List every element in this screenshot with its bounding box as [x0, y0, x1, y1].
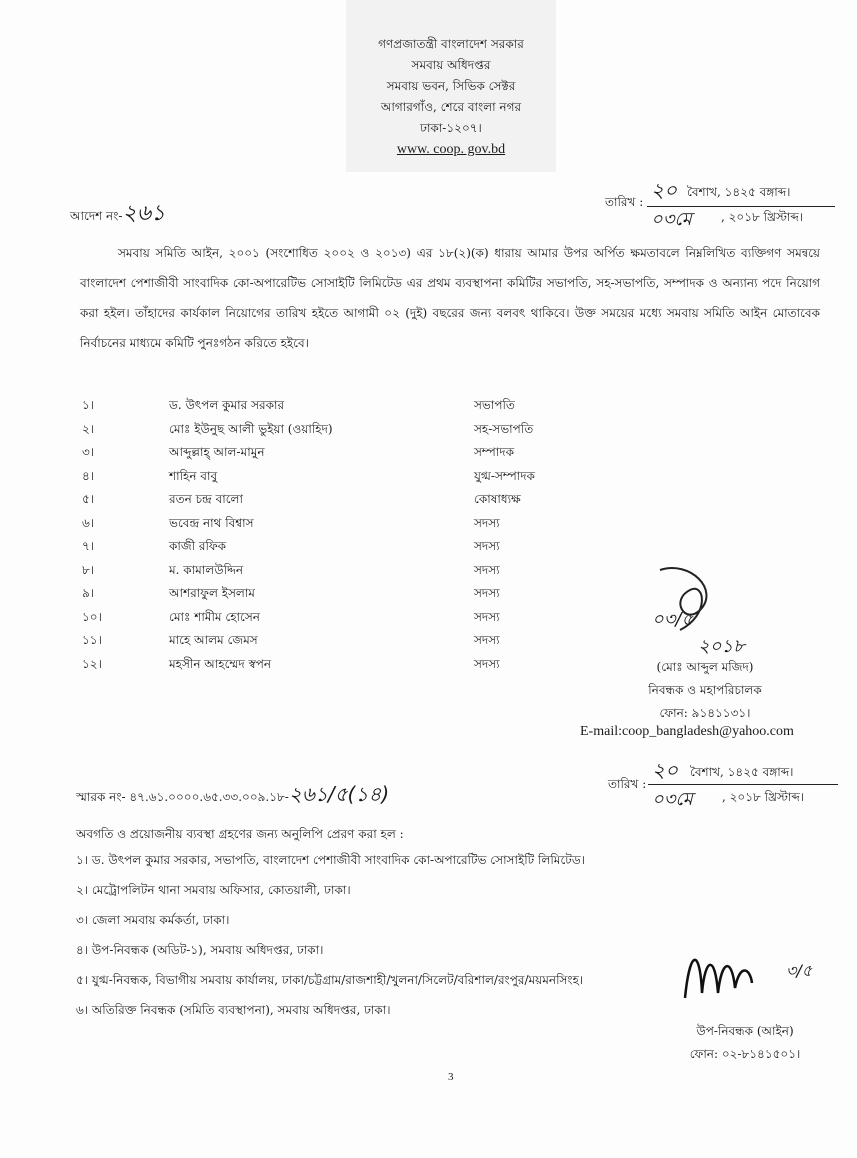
member-number: ৬। — [82, 515, 95, 530]
memo-number-handwritten: ২৬১/৫(১৪) — [288, 782, 390, 806]
member-row — [82, 538, 562, 562]
order-number-value: ২৬১ — [122, 201, 166, 226]
member-name: মোঃ ইউনুছ আলী ভুইয়া (ওয়াহিদ) — [169, 421, 333, 436]
cc-recipient-item: ৪। উপ-নিবন্ধক (অডিট-১), সমবায় অধিদপ্তর, ঢাকা। — [76, 943, 324, 957]
cc-recipient-item: ৩। জেলা সমবায় কর্মকর্তা, ঢাকা। — [76, 913, 230, 927]
signature2-mark: ৩/৫ — [786, 961, 813, 980]
signature1-year-mark: ২০১৮ — [698, 636, 745, 657]
order-date-bangla-rest: বৈশাখ, ১৪২৫ বঙ্গাব্দ। — [687, 185, 791, 199]
member-position: কোষাধ্যক্ষ — [474, 492, 521, 506]
memo-date-label: তারিখ : — [608, 777, 647, 791]
member-number: ৪। — [82, 468, 95, 483]
member-row — [82, 421, 562, 445]
member-name: ম. কামালউদ্দিন — [169, 562, 244, 577]
member-row — [82, 515, 562, 539]
cc-recipient-item: ১। ড. উৎপল কুমার সরকার, সভাপতি, বাংলাদেশ পেশাজীবী সাংবাদিক কো-অপারেটিভ সোসাইটি লিমিটেড। — [76, 853, 585, 867]
signature1-initial-mark: ০৩/৫ — [652, 609, 694, 630]
member-row — [82, 609, 562, 633]
memo-date-bangla-rest: বৈশাখ, ১৪২৫ বঙ্গাব্দ। — [690, 765, 794, 779]
member-number: ২। — [82, 421, 95, 436]
member-name: আব্দুল্লাহ্ আল-মামুন — [169, 445, 265, 459]
member-position: সদস্য — [474, 656, 500, 671]
memo-date-bangla-day: ২০ — [652, 758, 679, 782]
member-row — [82, 562, 562, 586]
letterhead-govt: গণপ্রজাতন্ত্রী বাংলাদেশ সরকার — [378, 37, 524, 51]
member-name: মাহে আলম জেমস — [169, 633, 258, 647]
member-name: কাজী রফিক — [169, 539, 227, 553]
memo-number-label: স্মারক নং- ৪৭.৬১.০০০০.৬৫.৩৩.০০৯.১৮- — [76, 790, 289, 804]
member-position: সম্পাদক — [474, 445, 515, 459]
signature1-title: নিবন্ধক ও মহাপরিচালক — [648, 683, 762, 697]
member-name: মোঃ শামীম হোসেন — [169, 609, 260, 624]
letterhead-building: সমবায় ভবন, সিভিক সেক্টর — [386, 79, 516, 93]
member-position: সদস্য — [474, 633, 500, 647]
member-name: ভবেন্দ্র নাথ বিশ্বাস — [169, 515, 254, 530]
member-name: মহসীন আহম্মেদ স্বপন — [169, 656, 272, 671]
order-date-bangla-day: ২০ — [651, 178, 678, 202]
member-row — [82, 468, 562, 492]
page-number: 3 — [448, 1071, 454, 1083]
member-number: ৫। — [82, 492, 95, 506]
member-row — [82, 397, 562, 421]
memo-number — [76, 780, 389, 813]
member-name: রতন চন্দ্র বালো — [169, 492, 243, 506]
signature1-email[interactable]: E-mail:coop_bangladesh@yahoo.com — [580, 724, 794, 739]
member-number: ১। — [82, 398, 95, 412]
member-name: শাহিন বাবু — [169, 468, 218, 483]
memo-date-eng-day: ০৩মে — [652, 789, 693, 810]
member-number: ১০। — [82, 609, 102, 624]
memo-date — [608, 758, 838, 810]
letterhead-dept: সমবায় অধিদপ্তর — [411, 58, 491, 72]
cc-recipient-list — [76, 852, 676, 1032]
signature2-phone: ফোন: ০২-৮১৪১৫০১। — [689, 1047, 801, 1061]
cc-recipient-item: ২। মেট্রোপলিটন থানা সমবায় অফিসার, কোতয়ালী, ঢাকা। — [76, 883, 351, 897]
cc-recipient-item: ৬। অতিরিক্ত নিবন্ধক (সমিতি ব্যবস্থাপনা), সমবায় অধিদপ্তর, ঢাকা। — [76, 1003, 391, 1017]
member-position: যুগ্ম-সম্পাদক — [474, 468, 535, 483]
member-position: সদস্য — [474, 609, 500, 624]
member-number: ১২। — [82, 656, 102, 671]
member-position: সদস্য — [474, 562, 500, 577]
order-date — [605, 178, 835, 230]
letterhead-area: আগারগাঁও, শেরে বাংলা নগর — [380, 100, 522, 114]
signature1-name: (মোঃ আব্দুল মজিদ) — [656, 660, 754, 674]
memo-date-eng-rest: , ২০১৮ খ্রিস্টাব্দ। — [722, 790, 805, 804]
cc-intro: অবগতি ও প্রয়োজনীয় ব্যবস্থা গ্রহণের জন্য অনুলিপি প্রেরণ করা হল : — [76, 827, 404, 841]
order-body-paragraph: সমবায় সমিতি আইন, ২০০১ (সংশোধিত ২০০২ ও ২০১৩) এর ১৮(২)(ক) ধারায় আমার উপর অর্পিত ক্ষমতাবলে নিম্নলিখিত ব্যক্তিগণ সমন্বয়ে বাংলাদেশ পেশাজীবী সাংবাদিক কো-অপারেটিভ সোসাইটি লিমিটেড এর প্রথম ব্যবস্থাপনা কমিটির সভাপতি, সহ-সভাপতি, সম্পাদক ও অন্যান্য পদে নিয়োগ করা হইল। তাঁহাদের কার্যকাল নিয়োগের তারিখ হইতে আগামী ০২ (দুই) বছরের জন্য বলবৎ থাকিবে। উক্ত সময়ের মধ্যে সমবায় সমিতি আইন মোতাবেক নির্বাচনের মাধ্যমে কমিটি পুনঃগঠন করিতে হইবে। — [80, 246, 820, 350]
member-number: ৯। — [82, 586, 95, 600]
order-number — [70, 196, 165, 233]
order-number-label: আদেশ নং- — [70, 209, 123, 223]
order-date-label: তারিখ : — [605, 195, 644, 209]
signature1-phone: ফোন: ৯১৪১১৩১। — [659, 706, 751, 720]
member-position: সভাপতি — [474, 398, 515, 412]
member-row — [82, 491, 562, 515]
member-position: সদস্য — [474, 539, 500, 553]
member-number: ৩। — [82, 445, 95, 459]
member-number: ১১। — [82, 633, 102, 647]
committee-member-list — [82, 397, 562, 679]
member-position: সদস্য — [474, 515, 500, 530]
order-date-eng-day: ০৩মে — [651, 209, 692, 230]
member-number: ৮। — [82, 562, 95, 577]
signature-scribble-deputy — [680, 938, 800, 1018]
member-row — [82, 656, 562, 680]
signature1-block — [600, 656, 810, 725]
member-number: ৭। — [82, 539, 95, 553]
letterhead-website-link[interactable]: www. coop. gov.bd — [396, 142, 506, 157]
letterhead-city: ঢাকা-১২০৭। — [420, 121, 482, 135]
signature2-title: উপ-নিবন্ধক (আইন) — [696, 1024, 794, 1038]
member-row — [82, 632, 562, 656]
letterhead — [346, 0, 556, 172]
member-position: সহ-সভাপতি — [474, 421, 534, 436]
member-name: ড. উৎপল কুমার সরকার — [169, 398, 285, 412]
member-position: সদস্য — [474, 586, 500, 600]
cc-recipient-item: ৫। যুগ্ম-নিবন্ধক, বিভাগীয় সমবায় কার্যালয়, ঢাকা/চট্টগ্রাম/রাজশাহী/খুলনা/সিলেট/বরিশাল/রংপুর/ময়মনসিংহ। — [76, 973, 584, 987]
member-row — [82, 585, 562, 609]
order-date-eng-rest: , ২০১৮ খ্রিস্টাব্দ। — [721, 210, 804, 224]
member-row — [82, 444, 562, 468]
member-name: আশরাফুল ইসলাম — [169, 586, 255, 600]
signature2-block — [660, 1020, 830, 1066]
